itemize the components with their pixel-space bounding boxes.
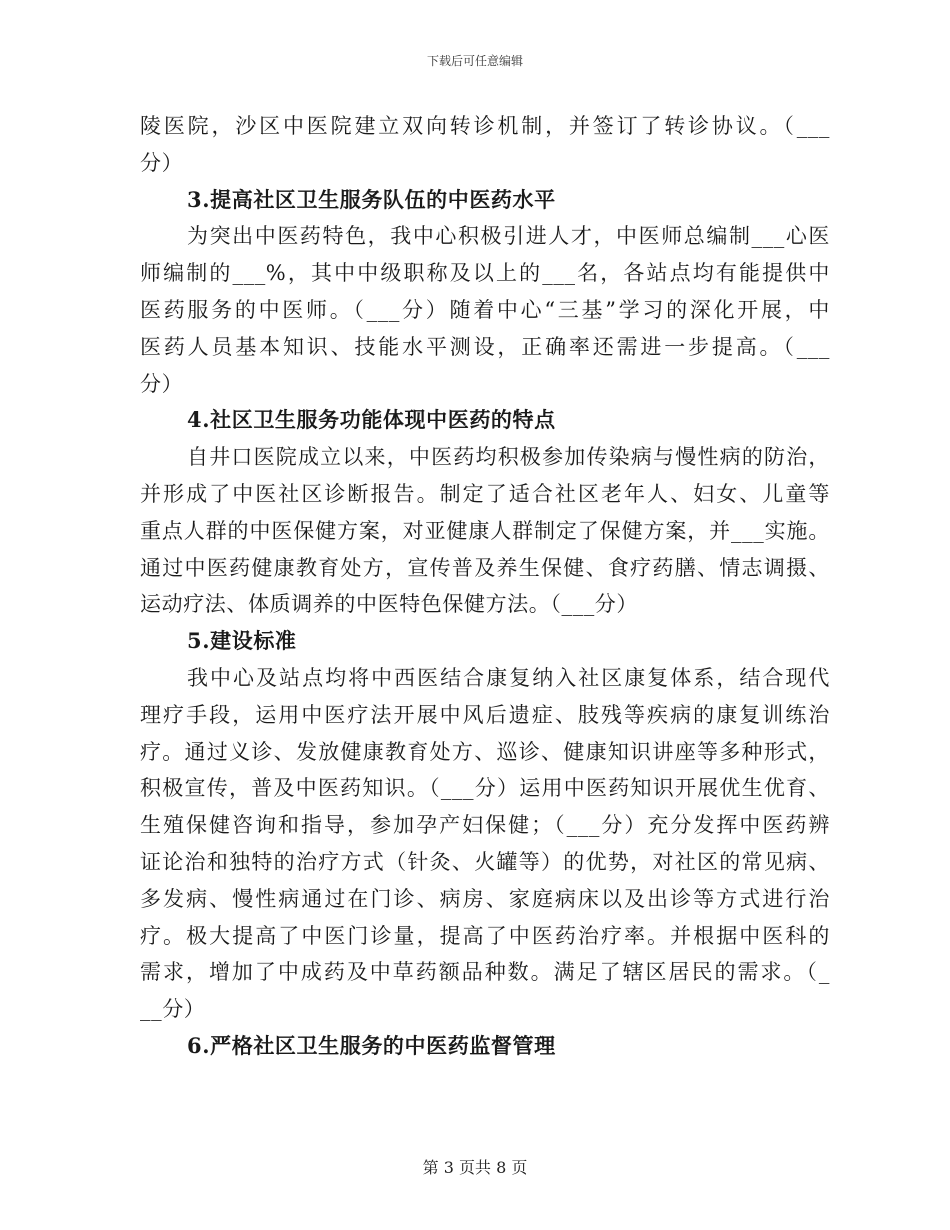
page-header-note: 下载后可任意编辑 (426, 54, 523, 68)
page-footer-number: 第 3 页共 8 页 (422, 1158, 528, 1177)
section-heading: 6.严格社区卫生服务的中医药监督管理 (187, 1032, 556, 1058)
paragraph-line: 分） (140, 371, 184, 396)
paragraph-line: 运动疗法、体质调养的中医特色保健方法。（___分） (140, 592, 638, 617)
document-body (140, 108, 830, 1065)
section-heading: 5.建设标准 (187, 628, 297, 654)
paragraph-line: 通过中医药健康教育处方，宣传普及养生保健、食疗药膳、情志调摄、 (140, 555, 830, 580)
section-heading: 3.提高社区卫生服务队伍的中医药水平 (187, 186, 556, 212)
paragraph-line: 医药人员基本知识、技能水平测设，正确率还需进一步提高。（___ (140, 334, 830, 359)
paragraph-line: 并形成了中医社区诊断报告。制定了适合社区老年人、妇女、儿童等 (140, 481, 830, 506)
paragraph-line: 自井口医院成立以来，中医药均积极参加传染病与慢性病的防治， (187, 445, 830, 470)
paragraph-line: __分） (140, 997, 206, 1022)
paragraph-line: 医药服务的中医师。（___分）随着中心“三基”学习的深化开展，中 (140, 297, 830, 322)
paragraph-line: 师编制的___%，其中中级职称及以上的___名，各站点均有能提供中 (140, 261, 830, 286)
section-heading: 4.社区卫生服务功能体现中医药的特点 (187, 407, 556, 433)
paragraph-line: 理疗手段，运用中医疗法开展中风后遗症、肢残等疾病的康复训练治 (140, 702, 830, 727)
paragraph-line: 积极宣传，普及中医药知识。（___分）运用中医药知识开展优生优育、 (140, 776, 830, 801)
paragraph-line: 分） (140, 150, 184, 175)
paragraph-line: 需求，增加了中成药及中草药额品种数。满足了辖区居民的需求。（_ (140, 960, 830, 985)
paragraph-line: 我中心及站点均将中西医结合康复纳入社区康复体系，结合现代 (187, 665, 830, 690)
paragraph-line: 生殖保健咨询和指导，参加孕产妇保健；（___分）充分发挥中医药辨 (140, 813, 830, 838)
paragraph-line: 多发病、慢性病通过在门诊、病房、家庭病床以及出诊等方式进行治 (140, 886, 830, 911)
paragraph-line: 疗。通过义诊、发放健康教育处方、巡诊、健康知识讲座等多种形式， (140, 739, 830, 764)
paragraph-line: 疗。极大提高了中医门诊量，提高了中医药治疗率。并根据中医科的 (140, 923, 830, 948)
paragraph-line: 陵医院，沙区中医院建立双向转诊机制，并签订了转诊协议。（___ (140, 114, 830, 138)
paragraph-line: 为突出中医药特色，我中心积极引进人才，中医师总编制___心医 (187, 224, 830, 249)
paragraph-line: 证论治和独特的治疗方式（针灸、火罐等）的优势，对社区的常见病、 (140, 849, 830, 874)
paragraph-line: 重点人群的中医保健方案，对亚健康人群制定了保健方案，并___实施。 (140, 518, 830, 543)
